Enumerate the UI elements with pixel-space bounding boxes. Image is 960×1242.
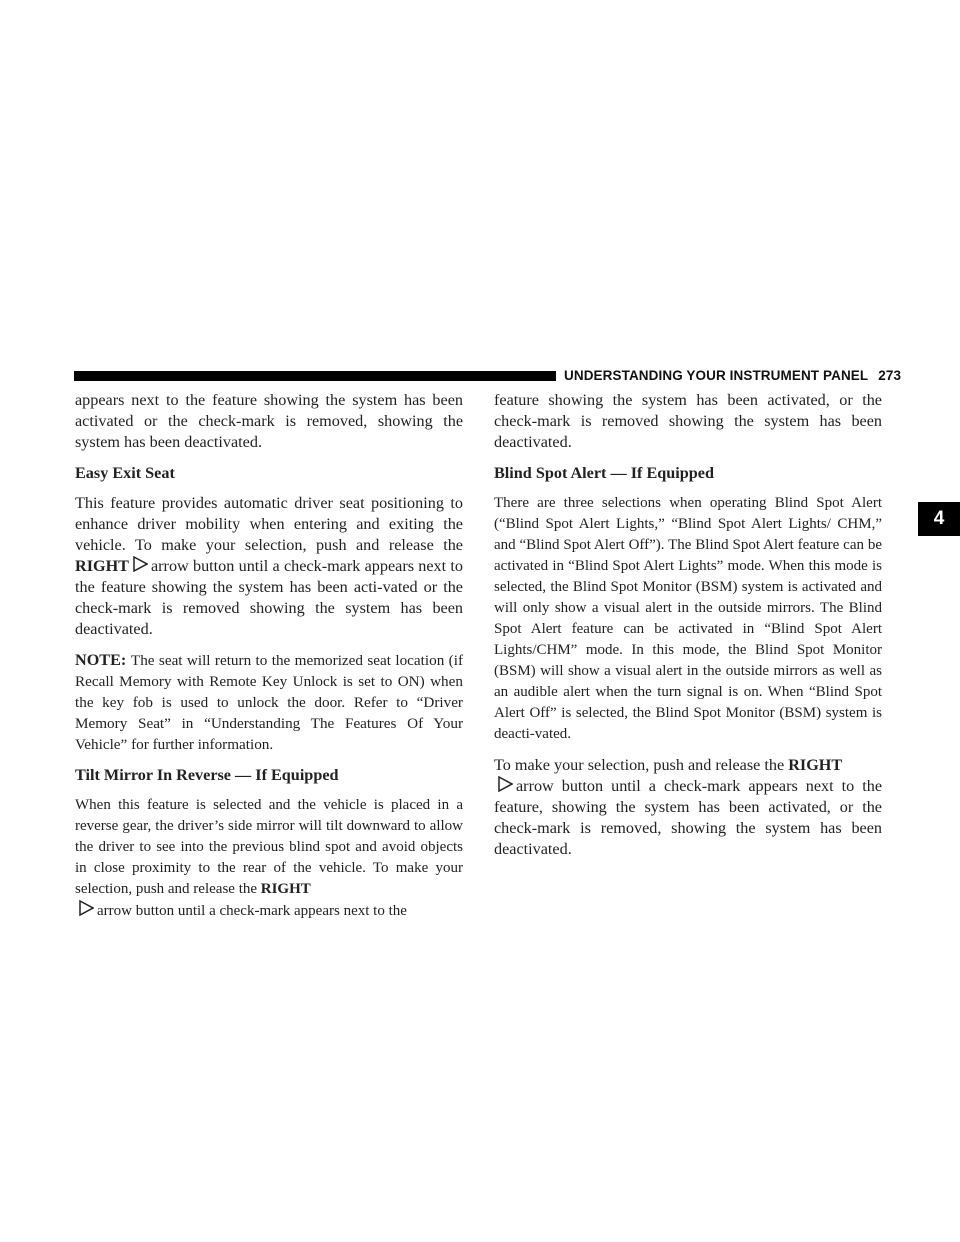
continuation-paragraph: feature showing the system has been activated, or the check-mark is removed showing the system has been deactivated. xyxy=(494,391,882,451)
note-label: NOTE: xyxy=(75,651,127,669)
easy-exit-heading: Easy Exit Seat xyxy=(75,464,175,482)
section-title: UNDERSTANDING YOUR INSTRUMENT PANEL xyxy=(564,368,869,383)
page-header xyxy=(74,367,904,383)
right-button-word: RIGHT xyxy=(788,756,843,774)
right-arrow-icon xyxy=(78,900,94,916)
right-column xyxy=(494,390,882,870)
note-paragraph xyxy=(75,650,463,755)
blind-spot-paragraph: There are three selections when operating Blind Spot Alert (“Blind Spot Alert Lights,” “Blind Spot Alert Lights/ CHM,” and “Blind Spot Alert Off”). The Blind Spot Alert feature can be activated in “Blind Spot Alert Lights” mode. When this mode is selected, the Blind Spot Monitor (BSM) system is activated and will only show a visual alert in the outside mirrors. The Blind Spot Alert feature can be activated in “Blind Spot Alert Lights/CHM” mode. In this mode, the Blind Spot Monitor (BSM) will show a visual alert in the outside mirrors as well as an audible alert when the turn signal is on. When “Blind Spot Alert Off” is selected, the Blind Spot Monitor (BSM) system is deacti-vated. xyxy=(494,495,882,742)
header-title xyxy=(564,367,901,384)
tilt-mirror-paragraph: When this feature is selected and the vehicle is placed in a reverse gear, the driver’s side mirror will tilt downward to allow the driver to see into the previous blind spot and avoid objects in close proximity to the rear of the vehicle. To make your selection, push and release the RIGHT arrow button until a check-mark appears next to the xyxy=(75,797,463,919)
note-text: The seat will return to the memorized seat location (if Recall Memory with Remote Key Unlock is set to ON) when the key fob is used to unlock the door. Refer to “Driver Memory Seat” in “Understanding The Features Of Your Vehicle” for further information. xyxy=(75,652,464,753)
right-arrow-icon xyxy=(497,776,513,792)
right-button-word: RIGHT xyxy=(260,881,311,897)
header-rule xyxy=(74,371,556,381)
easy-exit-paragraph: This feature provides automatic driver seat positioning to enhance driver mobility when entering and exiting the vehicle. To make your selection, push and release the RIGHT arrow button until a check-mark appears next to the feature showing the system has been acti-vated or the check-mark is removed showing the system has been deactivated. xyxy=(75,494,463,638)
right-arrow-icon xyxy=(132,556,148,572)
left-column xyxy=(75,390,463,932)
intro-paragraph: appears next to the feature showing the system has been activated or the check-mark is removed, showing the system has been deactivated. xyxy=(75,391,463,451)
page-number: 273 xyxy=(878,368,902,383)
tilt-mirror-heading: Tilt Mirror In Reverse — If Equipped xyxy=(75,766,339,784)
right-button-word: RIGHT xyxy=(75,557,129,575)
blind-spot-heading: Blind Spot Alert — If Equipped xyxy=(494,464,714,482)
blind-spot-selection-paragraph: To make your selection, push and release the RIGHT arrow button until a check-mark appears next to the feature, showing the system has been activated, or the check-mark is removed, showing the system has been deactivated. xyxy=(494,756,882,858)
chapter-tab: 4 xyxy=(918,502,960,536)
